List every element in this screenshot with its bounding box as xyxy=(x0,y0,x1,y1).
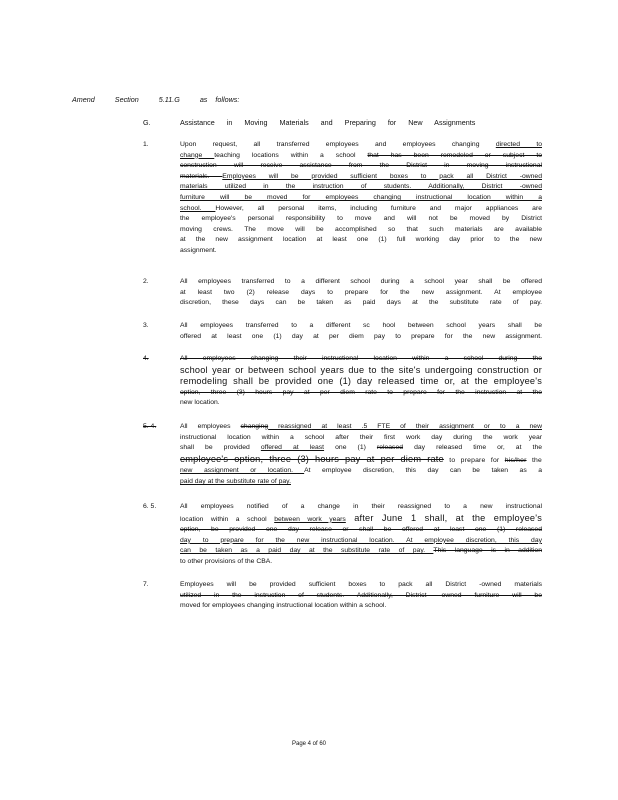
amend-word: Section xyxy=(114,95,139,104)
text-line: location within a school between work years after June 1 shall, at the employee's xyxy=(180,512,542,523)
item-body xyxy=(180,422,542,488)
item-number: 6. 5. xyxy=(143,503,157,510)
text-line: the employee's personal responsibility to move and will not be moved by District xyxy=(180,215,542,223)
text-line: new location. xyxy=(180,399,220,407)
item-number: 4. xyxy=(143,355,149,362)
text-line: to other provisions of the CBA. xyxy=(180,557,273,565)
text-line: moving crews. The move will be accomplished so that such materials are available xyxy=(180,225,542,233)
text-line: materials. Employees will be provided sufficient boxes to pack all District -owned xyxy=(180,172,542,180)
item-body xyxy=(180,140,542,257)
text-line: offered at least one (1) day at per diem pay to prepare for the new assignment. xyxy=(180,332,542,340)
text-line: shall be provided offered at least one (1) released day released time or, at the xyxy=(180,444,542,452)
text-line: change teaching locations within a school that has been remodeled or subject to xyxy=(180,151,542,159)
text-line: materials utilized in the instruction of students. Additionally, District -owned xyxy=(180,183,542,191)
text-line: school year or between school years due to the site's undergoing construction or xyxy=(180,364,542,375)
amend-word: as follows: xyxy=(199,95,240,104)
text-line: new assignment or location. At employee discretion, this day can be taken as a xyxy=(180,467,542,475)
text-line: paid day at the substitute rate of pay. xyxy=(180,477,291,485)
item-number: 2. xyxy=(143,278,149,285)
text-line: construction will receive assistance from the District in moving instructional xyxy=(180,162,542,170)
text-line: Employees will be provided sufficient boxes to pack all District -owned materials xyxy=(180,581,542,588)
heading-title: Assistance in Moving Materials and Preparing for New Assignments xyxy=(180,118,476,127)
text-line: All employees transferred to a different school during a school year shall be offered xyxy=(180,278,542,285)
text-line: remodeling shall be provided one (1) day released time or, at the employee's xyxy=(180,376,542,387)
item-body xyxy=(180,354,542,409)
item-body xyxy=(180,321,542,342)
page-number: Page 4 of 60 xyxy=(291,741,327,747)
item-number: 7. xyxy=(143,581,149,588)
text-line: utilized in the instruction of students. Additionally, District -owned furniture will be xyxy=(180,591,542,599)
item-body xyxy=(180,277,542,309)
text-line: employee's option, three (3) hours pay at per diem rate to prepare for his/her the xyxy=(180,453,542,464)
text-line: discretion, these days can be taken as paid days at the substitute rate of pay. xyxy=(180,299,542,307)
item-number: 5. 4. xyxy=(143,423,157,430)
text-line: instructional location within a school after their first work day during the work year xyxy=(180,433,542,441)
amend-instruction xyxy=(72,95,251,104)
text-line: All employees transferred to a different sc hool between school years shall be xyxy=(180,322,542,329)
text-line: All employees notified of a change in their reassigned to a new instructional xyxy=(180,503,542,510)
text-line: at the new assignment location at least one (1) full working day prior to the new xyxy=(180,236,542,244)
text-line: assignment. xyxy=(180,246,217,254)
item-number: 3. xyxy=(143,322,149,329)
item-number: 1. xyxy=(143,141,149,148)
text-line: furniture will be moved for employees changing instructional location within a xyxy=(180,193,542,201)
heading-number: G. xyxy=(143,118,151,127)
text-line: All employees changing reassigned at least .5 FTE of their assignment or to a new xyxy=(180,423,542,430)
text-line: option, be provided one day release or shall be offered at least one (1) released xyxy=(180,526,542,534)
text-line: at least two (2) release days to prepare for the new assignment. At employee xyxy=(180,288,542,296)
item-body xyxy=(180,502,542,568)
amend-word: Amend xyxy=(72,95,95,104)
text-line: option, three (3) hours pay at per diem rate to prepare for the instruction at the xyxy=(180,388,542,396)
text-line: moved for employees changing instructional location within a school. xyxy=(180,602,387,610)
text-line: can be taken as a paid day at the substitute rate of pay. This language is in addition xyxy=(180,547,542,555)
text-line: school. However, all personal items, including furniture and major appliances are xyxy=(180,204,542,212)
amend-word: 5.11.G xyxy=(158,95,180,104)
text-line: Upon request, all transferred employees and employees changing directed to xyxy=(180,141,542,148)
item-body xyxy=(180,580,542,612)
text-line: All employees changing their instructional location within a school during the xyxy=(180,355,542,362)
text-line: day to prepare for the new instructional location. At employee discretion, this day xyxy=(180,536,542,544)
